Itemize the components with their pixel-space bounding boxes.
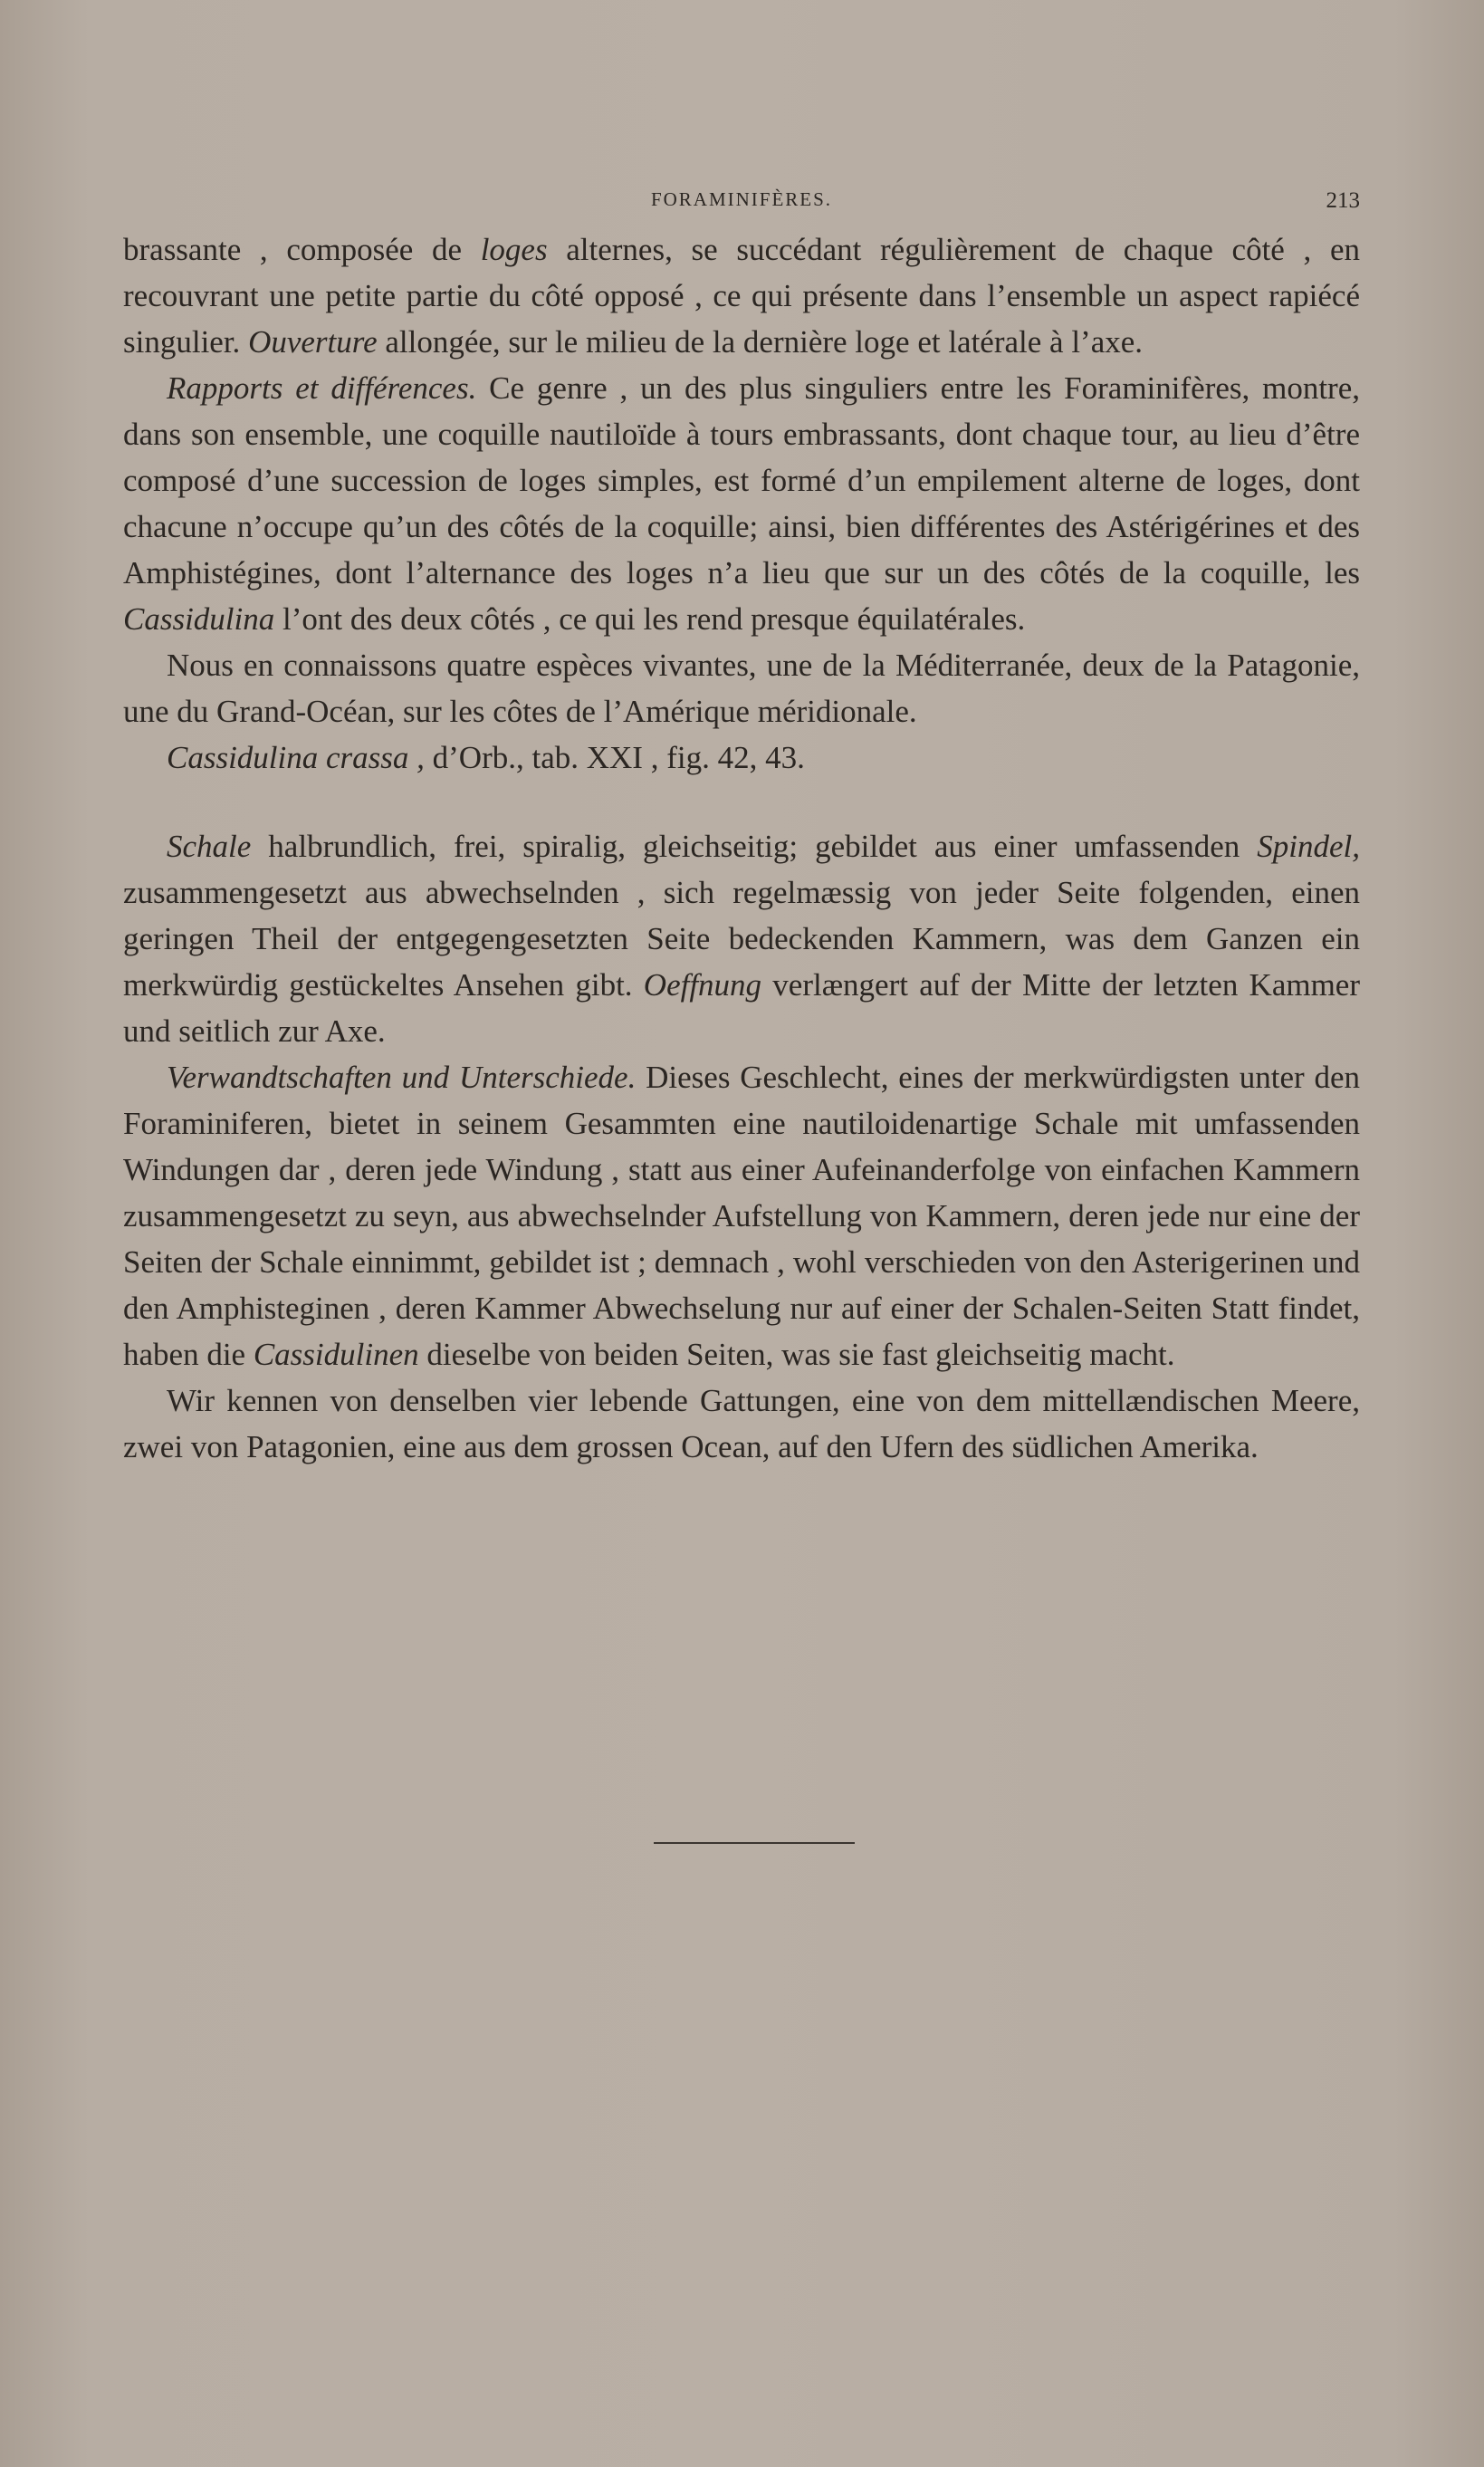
german-paragraph-verwandtschaften: [123, 1054, 1360, 1377]
page-number: 213: [1326, 188, 1360, 213]
italic-heading: Rapports et différences.: [167, 370, 477, 406]
section-gap: [123, 781, 1360, 823]
text-run: verlængert auf der Mitte der letzten Kammer und seitlich zur Axe.: [123, 967, 1360, 1049]
text-run: l’ont des deux côtés , ce qui les rend presque équilatérales.: [274, 601, 1026, 637]
text-run: zusammengesetzt aus abwechselnden , sich regelmæssig von jeder Seite folgenden, einen geringen Theil der entgegengesetzten Seite bedeckenden Kammern, was dem Ganzen ein merkwürdig gestückeltes Ansehen gibt.: [123, 875, 1360, 1003]
italic-term: Cassidulina: [123, 601, 275, 637]
text-run: allongée, sur le milieu de la dernière loge et latérale à l’axe.: [377, 324, 1144, 360]
italic-heading: Verwandtschaften und Unterschiede.: [167, 1060, 637, 1095]
italic-term: loges: [480, 232, 548, 267]
running-head: [123, 188, 1360, 216]
text-run: halbrundlich, frei, spiralig, gleichseitig; gebildet aus einer umfassenden: [251, 829, 1258, 864]
end-rule: [654, 1842, 855, 1844]
italic-term: Schale: [167, 829, 252, 864]
german-paragraph-species-count: [123, 1377, 1360, 1470]
text-run: Ce genre , un des plus singuliers entre les Foraminifères, montre, dans son ensemble, une coquille nautiloïde à tours embrassants, dont chaque tour, au lieu d’être composé d’une succession de loges simples, est formé d’un empilement alterne de loges, dont chacune n’occupe qu’un des côtés de la coquille; ainsi, bien différentes des Astérigérines et des Amphistégines, dont l’alternance des loges n’a lieu que sur un des côtés de la coquille, les: [123, 370, 1360, 590]
text-run: dieselbe von beiden Seiten, was sie fast gleichseitig macht.: [418, 1337, 1175, 1372]
text-block: [123, 226, 1360, 1470]
text-run: Wir kennen von denselben vier lebende Gattungen, eine von dem mittellændischen Meere, zwei von Patagonien, eine aus dem grossen Ocean, auf den Ufern des südlichen Amerika.: [123, 1383, 1360, 1464]
text-run: Dieses Geschlecht, eines der merkwürdigsten unter den Foraminiferen, bietet in seinem Gesammten eine nautiloidenartige Schale mit umfassenden Windungen dar , deren jede Windung , statt aus einer Aufeinanderfolge von einfachen Kammern zusammengesetzt zu seyn, aus abwechselnder Aufstellung von Kammern, deren jede nur eine der Seiten der Schale einnimmt, gebildet ist ; demnach , wohl verschieden von den Asterigerinen und den Amphisteginen , deren Kammer Abwechselung nur auf einer der Schalen-Seiten Statt findet, haben die: [123, 1060, 1361, 1372]
italic-term: Ouverture: [248, 324, 378, 360]
italic-term: Spindel,: [1257, 829, 1360, 864]
french-paragraph-description: [123, 226, 1360, 365]
italic-term: Oeffnung: [643, 967, 762, 1003]
french-paragraph-species-count: [123, 642, 1360, 734]
french-species-entry: [123, 734, 1360, 781]
running-title: FORAMINIFÈRES.: [650, 188, 833, 210]
italic-term: Cassidulinen: [253, 1337, 419, 1372]
text-run: alternes, se succédant régulièrement de chaque côté , en recouvrant une petite partie du côté opposé , ce qui présente dans l’ensemble un aspect rapiécé singulier.: [123, 232, 1360, 360]
italic-species-name: Cassidulina crassa ,: [167, 740, 425, 775]
text-run: brassante , composée de: [123, 232, 481, 267]
french-paragraph-rapports: [123, 365, 1360, 642]
german-paragraph-description: [123, 823, 1360, 1054]
text-run: Nous en connaissons quatre espèces vivantes, une de la Méditerranée, deux de la Patagonie, une du Grand-Océan, sur les côtes de l’Amérique méridionale.: [123, 648, 1360, 729]
text-run: d’Orb., tab. XXI , fig. 42, 43.: [424, 740, 805, 775]
